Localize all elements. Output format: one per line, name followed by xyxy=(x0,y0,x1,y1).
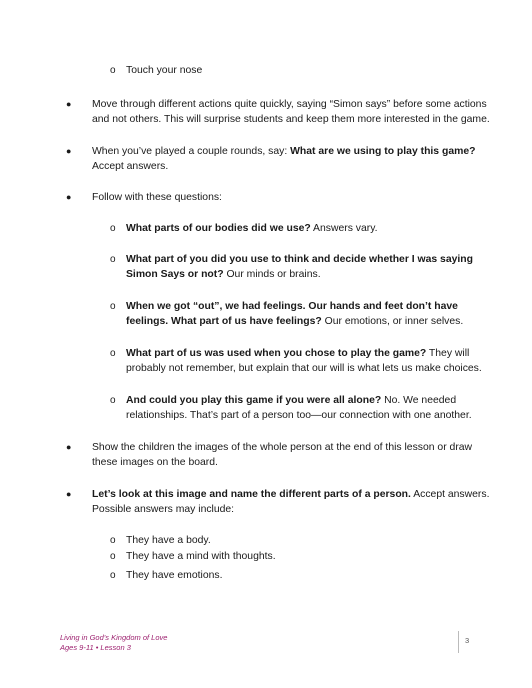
question-3-bold-2: feelings. What part of us have feelings? xyxy=(126,316,322,327)
sub-bullet-marker: o xyxy=(110,535,116,546)
bullet-marker: ● xyxy=(66,146,72,156)
question-1-bold: What parts of our bodies did we use? xyxy=(126,223,311,234)
bullet-5-text: Accept answers. xyxy=(410,489,490,500)
bullet-3-line: Follow with these questions: xyxy=(92,192,222,203)
question-2-bold-2: Simon Says or not? xyxy=(126,269,224,280)
question-2-line-2 xyxy=(126,265,321,284)
sub-bullet-marker: o xyxy=(110,395,116,406)
bullet-4-line-1: Show the children the images of the whole person at the end of this lesson or draw xyxy=(92,442,473,453)
footer-title: Living in God’s Kingdom of Love xyxy=(60,633,168,642)
bullet-4-line-2: these images on the board. xyxy=(92,457,218,468)
answer-body: They have a body. xyxy=(126,535,211,546)
bullet-1-line-2: and not others. This will surprise students and keep them more interested in the game. xyxy=(92,114,490,125)
sub-bullet-marker: o xyxy=(110,551,116,562)
bullet-5-bold: Let’s look at this image and name the different parts of a person. xyxy=(92,489,411,500)
footer-subtitle: Ages 9-11 • Lesson 3 xyxy=(60,643,131,652)
question-1-answer: Answers vary. xyxy=(310,223,378,234)
bullet-5-line-2: Possible answers may include: xyxy=(92,504,235,515)
question-2-bold-1: What part of you did you use to think and decide whether I was saying xyxy=(126,254,473,265)
sub-bullet-marker: o xyxy=(110,301,116,312)
bullet-marker: ● xyxy=(66,99,72,109)
sub-bullet-marker: o xyxy=(110,348,116,359)
bullet-2-text: When you’ve played a couple rounds, say: xyxy=(92,146,291,157)
sub-bullet-marker: o xyxy=(110,223,116,234)
question-3-bold-1: When we got “out”, we had feelings. Our hands and feet don’t have xyxy=(126,301,458,312)
question-1 xyxy=(126,219,378,238)
footer-divider xyxy=(458,631,459,653)
bullet-marker: ● xyxy=(66,489,72,499)
sub-item-touch-nose: Touch your nose xyxy=(126,65,203,76)
sub-bullet-marker: o xyxy=(110,65,116,76)
question-5-bold: And could you play this game if you were all alone? xyxy=(126,395,382,406)
bullet-1-line-1: Move through different actions quite quickly, saying “Simon says” before some actions xyxy=(92,99,487,110)
question-2-answer: Our minds or brains. xyxy=(223,269,321,280)
answer-emotions: They have emotions. xyxy=(126,570,223,581)
bullet-marker: ● xyxy=(66,192,72,202)
question-5-line-2: relationships. That’s part of a person too—our connection with one another. xyxy=(126,410,472,421)
sub-bullet-marker: o xyxy=(110,254,116,265)
question-3-line-2 xyxy=(126,312,463,331)
sub-bullet-marker: o xyxy=(110,570,116,581)
question-5-answer-start: No. We needed xyxy=(381,395,457,406)
question-4-answer-start: They will xyxy=(426,348,470,359)
answer-mind: They have a mind with thoughts. xyxy=(126,551,276,562)
bullet-2-line-2: Accept answers. xyxy=(92,161,169,172)
page-number: 3 xyxy=(465,636,470,645)
question-4-line-2: probably not remember, but explain that our will is what lets us make choices. xyxy=(126,363,482,374)
bullet-2-question: What are we using to play this game? xyxy=(290,146,476,157)
question-3-answer: Our emotions, or inner selves. xyxy=(321,316,464,327)
question-4-bold: What part of us was used when you chose to play the game? xyxy=(126,348,427,359)
bullet-marker: ● xyxy=(66,442,72,452)
